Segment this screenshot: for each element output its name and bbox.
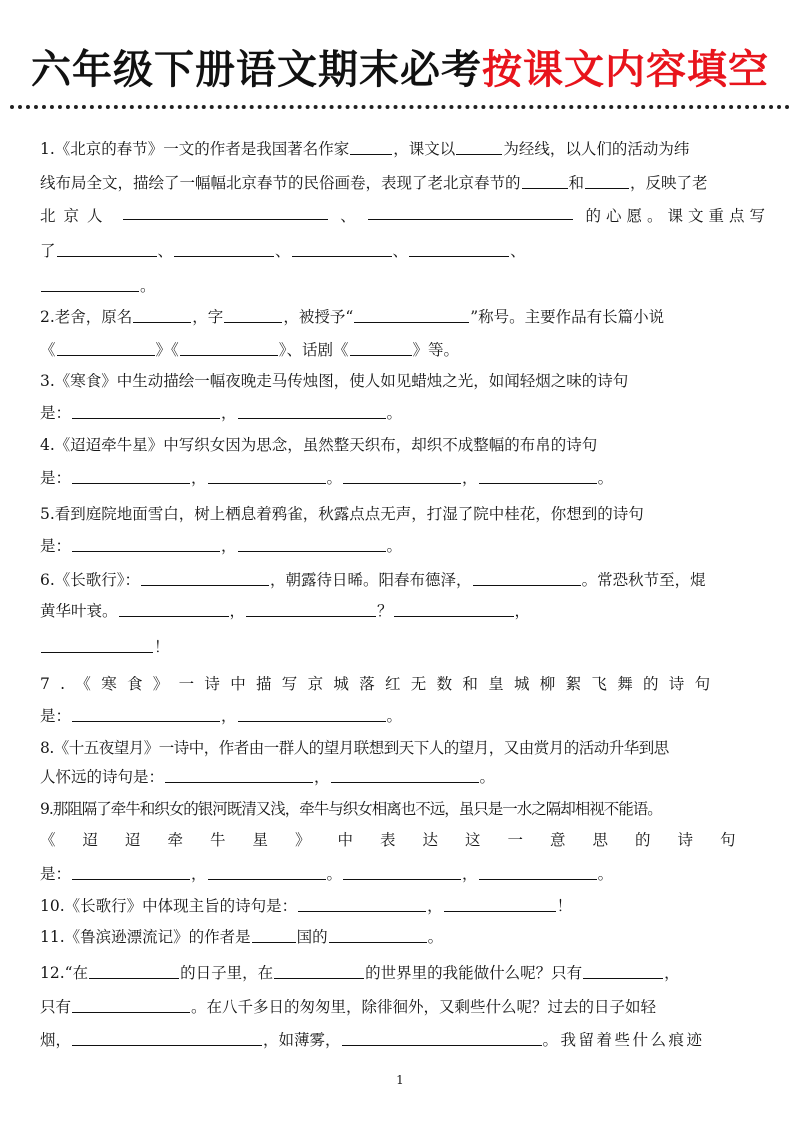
text: 的世界里的我能做什么呢？只有 xyxy=(365,964,583,982)
text: 4.《迢迢牵牛星》中写织女因为思念，虽然整天织布，却织不成整幅的布帛的诗句 xyxy=(40,436,598,454)
blank[interactable] xyxy=(456,136,502,155)
text: 、 xyxy=(392,242,409,260)
q8-line2 xyxy=(40,762,770,792)
title-part1: 六年级下册语文期末必考 xyxy=(31,47,482,93)
q1-line5 xyxy=(40,271,770,301)
q7-line1 xyxy=(40,669,770,699)
blank[interactable] xyxy=(72,1027,262,1046)
q8-line1 xyxy=(40,733,770,763)
blank[interactable] xyxy=(141,567,269,586)
blank[interactable] xyxy=(473,567,581,586)
blank[interactable] xyxy=(72,861,190,880)
text: 》、话剧《 xyxy=(278,341,349,359)
blank[interactable] xyxy=(41,273,139,292)
text: 、 xyxy=(157,242,174,260)
blank[interactable] xyxy=(368,201,573,220)
text: 只有 xyxy=(40,998,72,1016)
q6-line1 xyxy=(40,565,770,595)
text: 11.《鲁滨逊漂流记》的作者是 xyxy=(40,928,251,946)
text: 是： xyxy=(40,469,72,487)
text: ，朝露待日晞。阳春布德泽， xyxy=(270,571,472,589)
q9-line3 xyxy=(40,859,770,889)
text: 、 xyxy=(340,207,356,225)
text: 烟， xyxy=(40,1031,72,1049)
page-number: 1 xyxy=(396,1073,404,1087)
blank[interactable] xyxy=(409,238,509,257)
text: ，被授予“ xyxy=(283,308,354,326)
text: 。 xyxy=(386,707,403,725)
q3-line2 xyxy=(40,398,770,428)
text: 。在八千多日的匆匆里，除徘徊外，又剩些什么呢？过去的日子如轻 xyxy=(191,998,657,1016)
text: 。 xyxy=(386,404,403,422)
blank[interactable] xyxy=(479,465,597,484)
text: ，如薄雾， xyxy=(263,1031,341,1049)
text: 。 xyxy=(140,277,156,295)
text: ，反映了老 xyxy=(630,174,708,192)
blank[interactable] xyxy=(224,304,282,323)
blank[interactable] xyxy=(292,238,392,257)
q1-line1 xyxy=(40,134,770,164)
text: ， xyxy=(462,469,478,487)
blank[interactable] xyxy=(72,533,220,552)
q1-line2 xyxy=(40,168,770,198)
blank[interactable] xyxy=(238,400,386,419)
text: 是： xyxy=(40,537,72,555)
text: 》《 xyxy=(155,341,179,359)
text: 了 xyxy=(40,242,56,260)
blank[interactable] xyxy=(394,598,514,617)
blank[interactable] xyxy=(343,465,461,484)
blank[interactable] xyxy=(329,924,427,943)
text: 的日子里，在 xyxy=(180,964,274,982)
blank[interactable] xyxy=(41,634,153,653)
text: 6.《长歌行》： xyxy=(40,571,141,589)
text: 。常恐秋节至，焜 xyxy=(581,571,706,589)
q4-line1 xyxy=(40,430,770,460)
blank[interactable] xyxy=(208,861,326,880)
text: ， xyxy=(221,404,237,422)
q12-line1 xyxy=(40,958,770,988)
text: 是： xyxy=(40,865,72,883)
text: 1.《北京的春节》一文的作者是我国著名作家 xyxy=(40,140,350,158)
text: ！ xyxy=(154,638,170,656)
blank[interactable] xyxy=(444,893,556,912)
text: 5.看到庭院地面雪白，树上栖息着鸦雀，秋露点点无声，打湿了院中桂花，你想到的诗句 xyxy=(40,505,644,523)
blank[interactable] xyxy=(165,764,313,783)
text: ， xyxy=(514,602,531,620)
text: ， xyxy=(462,865,478,883)
blank[interactable] xyxy=(585,170,629,189)
text: ，课文以 xyxy=(393,140,456,158)
q2-line1 xyxy=(40,302,770,332)
text: 的心愿。课文重点写 xyxy=(585,207,770,225)
text: 9.那阻隔了牵牛和织女的银河既清又浅，牵牛与织女相离也不远，虽只是一水之隔却相视不能语。 xyxy=(40,800,662,818)
q4-line2 xyxy=(40,463,770,493)
blank[interactable] xyxy=(133,304,191,323)
blank[interactable] xyxy=(72,400,220,419)
q5-line1 xyxy=(40,499,770,529)
text: ， xyxy=(314,768,330,786)
blank[interactable] xyxy=(350,337,412,356)
text: ， xyxy=(229,602,246,620)
text: ， xyxy=(191,865,207,883)
text: 7.《寒食》一诗中描写京城落红无数和皇城柳絮飞舞的诗句 xyxy=(40,675,721,693)
q6-line3 xyxy=(40,632,770,662)
text: 。 xyxy=(597,865,614,883)
blank[interactable] xyxy=(274,960,364,979)
text: 。我留着些什么痕迹 xyxy=(542,1031,705,1049)
blank[interactable] xyxy=(238,533,386,552)
text: 。 xyxy=(326,469,343,487)
q2-line2 xyxy=(40,335,770,365)
text: 《迢迢牵牛星》中表达这一意思的诗句 xyxy=(40,831,763,849)
blank[interactable] xyxy=(298,893,426,912)
q9-line2 xyxy=(40,825,770,855)
text: 》等。 xyxy=(412,341,460,359)
blank[interactable] xyxy=(343,861,461,880)
blank[interactable] xyxy=(123,201,328,220)
text: 12.“在 xyxy=(40,964,89,982)
blank[interactable] xyxy=(238,703,386,722)
q1-line4 xyxy=(40,236,770,266)
blank[interactable] xyxy=(331,764,479,783)
text: ， xyxy=(221,537,237,555)
text: ！ xyxy=(556,897,573,915)
text: ， xyxy=(221,707,237,725)
text: 3.《寒食》中生动描绘一幅夜晚走马传烛图，使人如见蜡烛之光，如闻轻烟之味的诗句 xyxy=(40,372,629,390)
q7-line2 xyxy=(40,701,770,731)
text: 为经线，以人们的活动为纬 xyxy=(503,140,690,158)
blank[interactable] xyxy=(354,304,469,323)
text: 8.《十五夜望月》一诗中，作者由一群人的望月联想到天下人的望月，又由赏月的活动升华到思 xyxy=(40,739,669,757)
q12-line3 xyxy=(40,1025,770,1055)
text: 北京人 xyxy=(40,207,111,225)
text: ”称号。主要作品有长篇小说 xyxy=(470,308,665,326)
q12-line2 xyxy=(40,992,770,1022)
blank[interactable] xyxy=(174,238,274,257)
blank[interactable] xyxy=(342,1027,542,1046)
blank[interactable] xyxy=(72,465,190,484)
blank[interactable] xyxy=(252,924,296,943)
text: 是： xyxy=(40,404,72,422)
text: 。 xyxy=(479,768,496,786)
q1-line3 xyxy=(40,201,770,231)
blank[interactable] xyxy=(522,170,568,189)
blank[interactable] xyxy=(208,465,326,484)
text: ？ xyxy=(377,602,393,620)
text: 和 xyxy=(568,174,585,192)
text: ， xyxy=(427,897,443,915)
q10-line1 xyxy=(40,891,770,921)
text: 黄华叶衰。 xyxy=(40,602,118,620)
blank[interactable] xyxy=(180,337,278,356)
blank[interactable] xyxy=(479,861,597,880)
text: 。 xyxy=(427,928,444,946)
text: ， xyxy=(191,469,207,487)
blank[interactable] xyxy=(119,598,229,617)
blank[interactable] xyxy=(583,960,663,979)
q5-line2 xyxy=(40,531,770,561)
q3-line1 xyxy=(40,366,770,396)
text: 。 xyxy=(326,865,343,883)
text: ，字 xyxy=(192,308,224,326)
title-part2-red: 按课文内容填空 xyxy=(482,47,769,93)
q11-line1 xyxy=(40,922,770,952)
text: 人怀远的诗句是： xyxy=(40,768,165,786)
text: 《 xyxy=(40,341,56,359)
blank[interactable] xyxy=(57,337,155,356)
q6-line2 xyxy=(40,596,770,626)
blank[interactable] xyxy=(72,994,190,1013)
text: 2.老舍，原名 xyxy=(40,308,133,326)
blank[interactable] xyxy=(246,598,376,617)
q9-line1 xyxy=(40,794,770,824)
text: 、 xyxy=(510,242,526,260)
text: ， xyxy=(664,964,680,982)
text: 线布局全文，描绘了一幅幅北京春节的民俗画卷，表现了老北京春节的 xyxy=(40,174,521,192)
blank[interactable] xyxy=(72,703,220,722)
blank[interactable] xyxy=(350,136,392,155)
text: 。 xyxy=(597,469,614,487)
text: 10.《长歌行》中体现主旨的诗句是： xyxy=(40,897,298,915)
text: 是： xyxy=(40,707,72,725)
text: 、 xyxy=(275,242,291,260)
text: 。 xyxy=(386,537,403,555)
blank[interactable] xyxy=(57,238,157,257)
blank[interactable] xyxy=(89,960,179,979)
text: 国的 xyxy=(296,928,328,946)
